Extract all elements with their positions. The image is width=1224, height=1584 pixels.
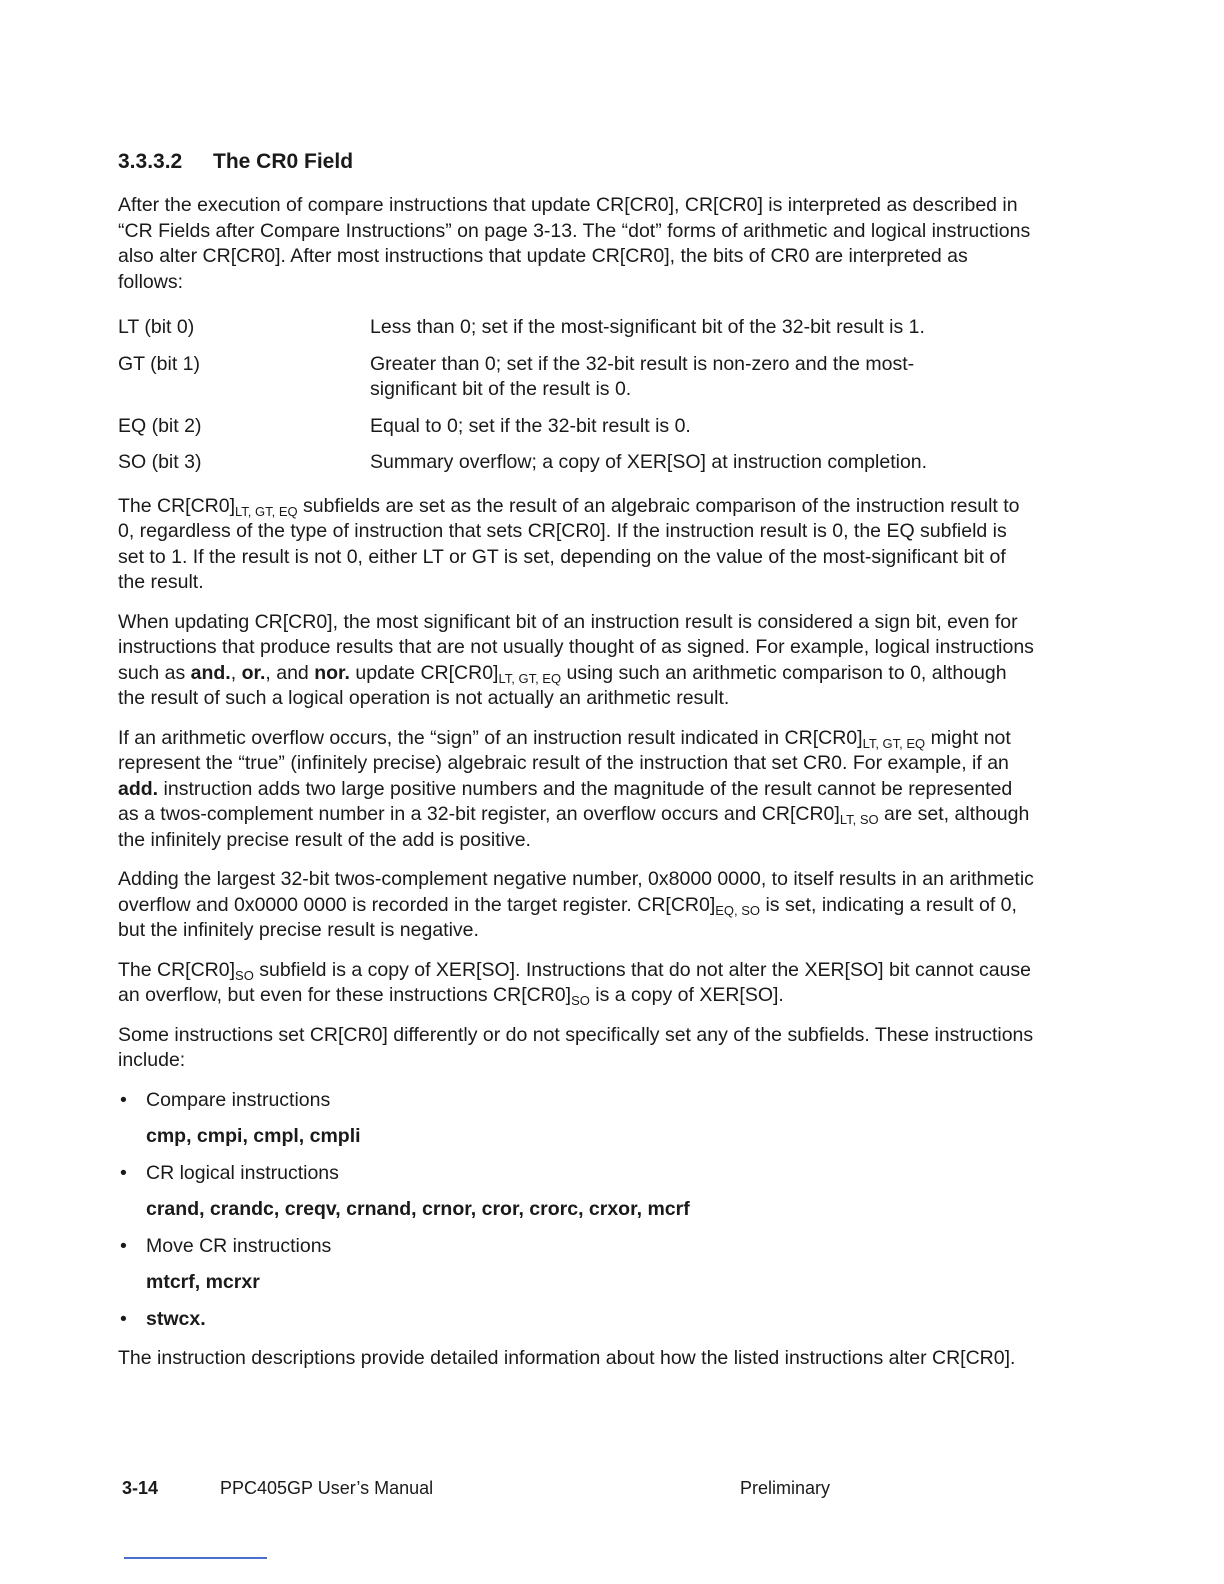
definition-description: Summary overflow; a copy of XER[SO] at instruction completion. <box>370 451 928 473</box>
bullet-label: stwcx. <box>146 1307 206 1330</box>
text-run: are set, although the infinitely precise result of the add is positive. <box>118 803 1030 851</box>
bullet-icon: • <box>120 1307 127 1330</box>
list-item <box>118 1161 1038 1223</box>
bottom-rule <box>124 1557 267 1559</box>
text-run: is a copy of XER[SO]. <box>589 984 784 1006</box>
subfields-paragraph <box>118 494 1038 596</box>
bullet-icon: • <box>120 1161 127 1184</box>
section-title: The CR0 Field <box>213 150 354 173</box>
definition-row <box>118 315 1038 341</box>
text-run: The CR[CR0] <box>118 958 236 981</box>
text-run: update CR[CR0] <box>349 661 499 684</box>
bullet-label: Move CR instructions <box>146 1234 332 1257</box>
text-run: The CR[CR0] <box>118 494 236 517</box>
subscript: LT, GT, EQ <box>498 670 562 686</box>
definition-term: LT (bit 0) <box>118 316 195 338</box>
sign-bit-paragraph <box>118 610 1038 712</box>
text-run: subfields are set as the result of an algebraic comparison of the instruction result to 0, regardless of the type of instruction that sets CR[CR0]. If the instruction result is 0, the EQ subfield is set to 1. If the result is not 0, either LT or GT is set, depending on the value of the most-significant bit of the result. <box>118 494 1020 593</box>
footer-status: Preliminary <box>740 1478 831 1498</box>
body-text <box>118 193 1038 1372</box>
bullet-label: Compare instructions <box>146 1088 331 1111</box>
definition-term: SO (bit 3) <box>118 451 202 473</box>
definition-row <box>118 352 1038 403</box>
text-run: might not represent the “true” (infinitely precise) algebraic result of the instruction that set CR0. For example, if an <box>118 726 1011 774</box>
bullet-instructions: crand, crandc, creqv, crnand, crnor, cror, crorc, crxor, mcrf <box>146 1198 690 1220</box>
exceptions-paragraph: Some instructions set CR[CR0] differently or do not specifically set any of the subfields. These instructions include: <box>118 1023 1034 1071</box>
list-item <box>118 1234 1038 1296</box>
subscript: SO <box>235 967 254 983</box>
bullet-instructions: cmp, cmpi, cmpl, cmpli <box>146 1125 361 1147</box>
bullet-icon: • <box>120 1088 127 1111</box>
subscript: LT, GT, EQ <box>862 735 926 751</box>
text-run: is set, indicating a result of 0, but the infinitely precise result is negative. <box>118 893 1017 941</box>
text-run: If an arithmetic overflow occurs, the “sign” of an instruction result indicated in CR[CR0] <box>118 726 863 749</box>
text-run: subfield is a copy of XER[SO]. Instructions that do not alter the XER[SO] bit cannot cause an overflow, but even for these instructions CR[CR0] <box>118 958 1031 1006</box>
subscript: LT, GT, EQ <box>235 503 298 519</box>
footer-manual-title: PPC405GP User’s Manual <box>220 1478 434 1498</box>
instruction-mnemonic: add. <box>118 777 159 800</box>
text-run: Adding the largest 32-bit twos-complement negative number, 0x8000 0000, to itself results in an arithmetic overflow and 0x0000 0000 is recorded in the target register. CR[CR0] <box>118 868 1034 916</box>
subscript: EQ, SO <box>715 902 761 918</box>
overflow-paragraph <box>118 726 1038 854</box>
subscript: SO <box>571 993 590 1008</box>
intro-paragraph: After the execution of compare instructions that update CR[CR0], CR[CR0] is interpreted as described in “CR Fields after Compare Instructions” on page 3-13. The “dot” forms of arithmetic and logical instructions also alter CR[CR0]. After most instructions that update CR[CR0], the bits of CR0 are interpreted as follows: <box>118 194 1031 293</box>
definition-description: Greater than 0; set if the 32-bit result is non-zero and the most-significant bit of the result is 0. <box>370 352 915 400</box>
text-run: , <box>230 661 242 684</box>
definition-row <box>118 450 1038 476</box>
list-item <box>118 1307 1038 1333</box>
definition-term: GT (bit 1) <box>118 352 200 375</box>
text-run: When updating CR[CR0], the most significant bit of an instruction result is considered a sign bit, even for instructions that produce results that are not usually thought of as signed. For example, logical instructions such as <box>118 610 1034 684</box>
instruction-mnemonic: or. <box>241 661 266 684</box>
definition-term: EQ (bit 2) <box>118 414 202 437</box>
text-run: , and <box>265 661 315 684</box>
footer-page-number: 3-14 <box>122 1478 159 1498</box>
list-item <box>118 1088 1038 1150</box>
bullet-label: CR logical instructions <box>146 1161 339 1184</box>
instruction-mnemonic: and. <box>190 661 231 684</box>
instruction-mnemonic: nor. <box>314 661 350 684</box>
definition-description: Less than 0; set if the most-significant bit of the 32-bit result is 1. <box>370 316 925 338</box>
text-run: using such an arithmetic comparison to 0, although the result of such a logical operation is not actually an arithmetic result. <box>118 661 1007 709</box>
closing-paragraph: The instruction descriptions provide detailed information about how the listed instructions alter CR[CR0]. <box>118 1347 1016 1369</box>
so-paragraph <box>118 958 1038 1009</box>
subscript: LT, SO <box>839 812 879 827</box>
section-number: 3.3.3.2 <box>118 150 183 173</box>
bit-definition-list <box>118 315 1038 476</box>
definition-description: Equal to 0; set if the 32-bit result is 0. <box>370 414 691 437</box>
bullet-icon: • <box>120 1234 127 1257</box>
negative-number-paragraph <box>118 867 1038 944</box>
instruction-bullet-list <box>118 1088 1038 1333</box>
text-run: instruction adds two large positive numbers and the magnitude of the result cannot be represented as a twos-complement number in a 32-bit register, an overflow occurs and CR[CR0] <box>118 777 1013 825</box>
bullet-instructions: mtcrf, mcrxr <box>146 1271 260 1293</box>
definition-row <box>118 414 1038 440</box>
section-heading <box>118 150 353 174</box>
page-footer <box>122 1475 842 1501</box>
